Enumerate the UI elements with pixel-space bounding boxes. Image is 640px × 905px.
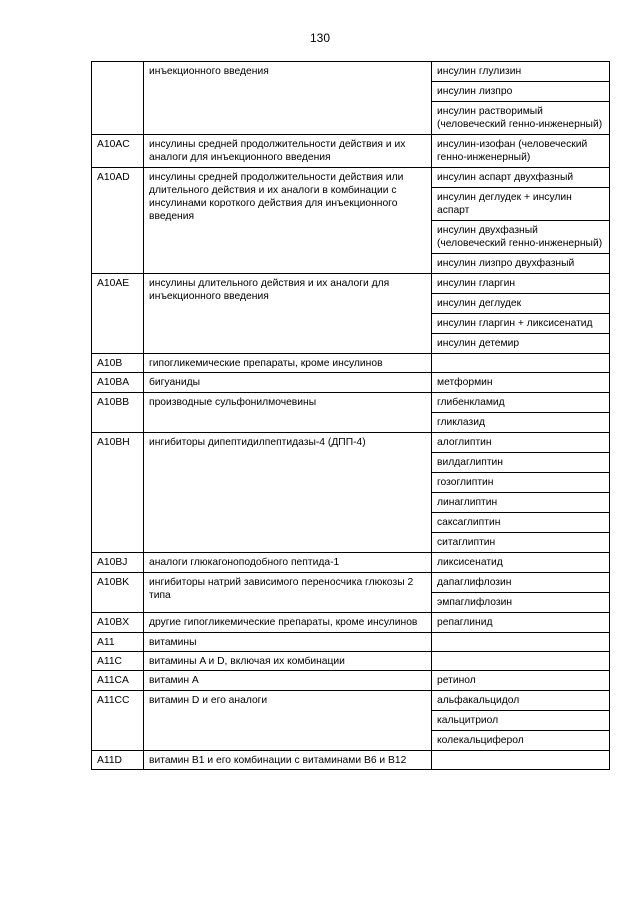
drug-name-cell: инсулин лизпро xyxy=(432,82,610,102)
atc-code-cell: A11C xyxy=(92,652,144,671)
drug-name-cell: репаглинид xyxy=(432,613,610,633)
drug-name-cell: инсулин аспарт двухфазный xyxy=(432,168,610,188)
group-description-cell: гипогликемические препараты, кроме инсулинов xyxy=(144,354,432,373)
table-row xyxy=(92,652,610,671)
atc-code-cell: A11CA xyxy=(92,671,144,691)
drug-name-cell: саксаглиптин xyxy=(432,513,610,533)
group-description-cell: ингибиторы натрий зависимого переносчика глюкозы 2 типа xyxy=(144,573,432,613)
atc-code-cell: A10AE xyxy=(92,274,144,354)
table-row xyxy=(92,168,610,188)
drug-name-cell: линаглиптин xyxy=(432,493,610,513)
drug-name-cell xyxy=(432,751,610,770)
atc-code-cell: A11D xyxy=(92,751,144,770)
atc-code-cell: A10BA xyxy=(92,373,144,393)
drug-name-cell: ликсисенатид xyxy=(432,553,610,573)
drug-name-cell: ситаглиптин xyxy=(432,533,610,553)
atc-code-cell: A10BX xyxy=(92,613,144,633)
atc-drug-table xyxy=(91,61,610,770)
group-description-cell: другие гипогликемические препараты, кроме инсулинов xyxy=(144,613,432,633)
group-description-cell: витамины A и D, включая их комбинации xyxy=(144,652,432,671)
drug-name-cell: инсулин лизпро двухфазный xyxy=(432,254,610,274)
table-row xyxy=(92,633,610,652)
group-description-cell: инъекционного введения xyxy=(144,62,432,135)
atc-code-cell: A10BH xyxy=(92,433,144,553)
drug-name-cell: инсулин детемир xyxy=(432,334,610,354)
drug-name-cell: кальцитриол xyxy=(432,711,610,731)
group-description-cell: аналоги глюкагоноподобного пептида-1 xyxy=(144,553,432,573)
drug-name-cell: инсулин гларгин xyxy=(432,274,610,294)
atc-code-cell xyxy=(92,62,144,135)
table-body xyxy=(92,62,610,770)
atc-code-cell: A10BJ xyxy=(92,553,144,573)
drug-name-cell: инсулин глулизин xyxy=(432,62,610,82)
group-description-cell: бигуаниды xyxy=(144,373,432,393)
drug-name-cell xyxy=(432,354,610,373)
table-row xyxy=(92,373,610,393)
drug-name-cell: инсулин-изофан (человеческий генно-инженерный) xyxy=(432,135,610,168)
drug-name-cell: инсулин растворимый (человеческий генно-инженерный) xyxy=(432,102,610,135)
table-row xyxy=(92,671,610,691)
group-description-cell: витамин D и его аналоги xyxy=(144,691,432,751)
table-row xyxy=(92,274,610,294)
table-row xyxy=(92,691,610,711)
atc-code-cell: A10AD xyxy=(92,168,144,274)
drug-name-cell: дапаглифлозин xyxy=(432,573,610,593)
atc-code-cell: A10B xyxy=(92,354,144,373)
table-row xyxy=(92,613,610,633)
table-row xyxy=(92,433,610,453)
atc-code-cell: A10BB xyxy=(92,393,144,433)
drug-name-cell: эмпаглифлозин xyxy=(432,593,610,613)
drug-name-cell: алоглиптин xyxy=(432,433,610,453)
group-description-cell: инсулины средней продолжительности действия или длительного действия и их аналоги в комбинации с инсулинами короткого действия для инъекционного введения xyxy=(144,168,432,274)
table-row xyxy=(92,751,610,770)
atc-code-cell: A11 xyxy=(92,633,144,652)
group-description-cell: инсулины длительного действия и их аналоги для инъекционного введения xyxy=(144,274,432,354)
table-row xyxy=(92,354,610,373)
drug-name-cell: гозоглиптин xyxy=(432,473,610,493)
drug-name-cell: инсулин двухфазный (человеческий генно-инженерный) xyxy=(432,221,610,254)
group-description-cell: витамины xyxy=(144,633,432,652)
drug-name-cell: ретинол xyxy=(432,671,610,691)
atc-code-cell: A10AC xyxy=(92,135,144,168)
group-description-cell: инсулины средней продолжительности действия и их аналоги для инъекционного введения xyxy=(144,135,432,168)
group-description-cell: витамин A xyxy=(144,671,432,691)
drug-name-cell: глибенкламид xyxy=(432,393,610,413)
drug-name-cell: вилдаглиптин xyxy=(432,453,610,473)
drug-name-cell: альфакальцидол xyxy=(432,691,610,711)
drug-name-cell: инсулин гларгин + ликсисенатид xyxy=(432,314,610,334)
group-description-cell: производные сульфонилмочевины xyxy=(144,393,432,433)
table-row xyxy=(92,135,610,168)
table-row xyxy=(92,573,610,593)
group-description-cell: витамин B1 и его комбинации с витаминами B6 и B12 xyxy=(144,751,432,770)
drug-name-cell xyxy=(432,633,610,652)
drug-name-cell: инсулин деглудек + инсулин аспарт xyxy=(432,188,610,221)
drug-name-cell: гликлазид xyxy=(432,413,610,433)
atc-code-cell: A10BK xyxy=(92,573,144,613)
drug-name-cell: инсулин деглудек xyxy=(432,294,610,314)
drug-name-cell: метформин xyxy=(432,373,610,393)
table-row xyxy=(92,62,610,82)
drug-name-cell xyxy=(432,652,610,671)
group-description-cell: ингибиторы дипептидилпептидазы-4 (ДПП-4) xyxy=(144,433,432,553)
table-row xyxy=(92,393,610,413)
table-row xyxy=(92,553,610,573)
atc-code-cell: A11CC xyxy=(92,691,144,751)
page-number: 130 xyxy=(309,31,331,45)
drug-name-cell: колекальциферол xyxy=(432,731,610,751)
